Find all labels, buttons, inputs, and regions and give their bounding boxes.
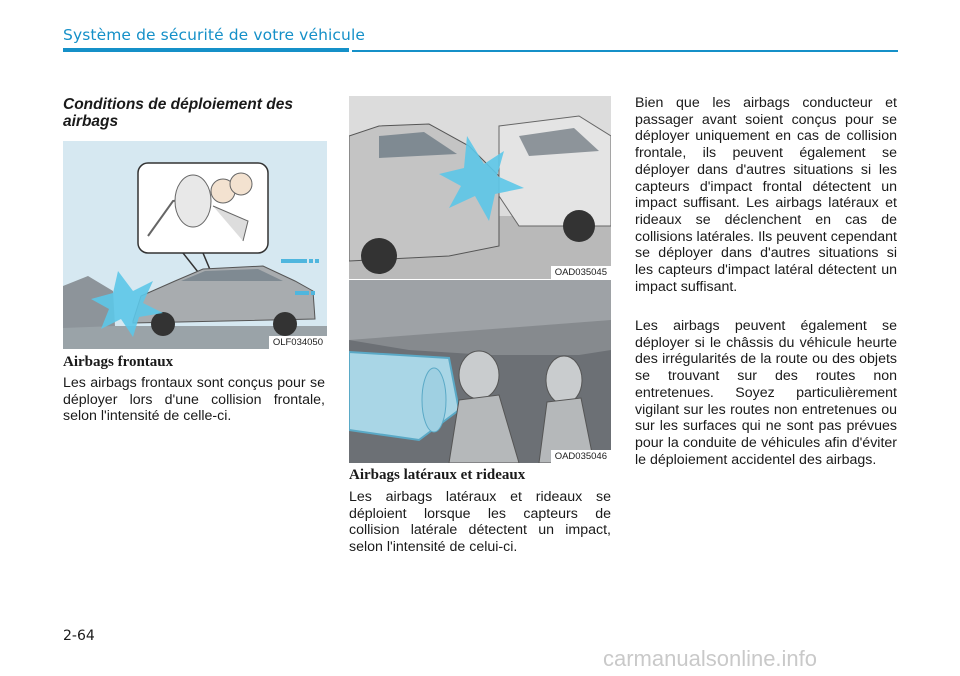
curtain-airbag-figure [349, 280, 611, 463]
side-impact-figure [349, 96, 611, 279]
frontal-airbags-text: Les airbags frontaux sont conçus pour se déployer lors d'une collision frontale, selon l'intensité de celle-ci. [63, 375, 325, 425]
side-curtain-airbags-text: Les airbags latéraux et rideaux se déploient lorsque les capteurs de collision latérale détectent un impact, selon l'intensité de celui-ci. [349, 489, 611, 556]
header-accent-bar [63, 48, 349, 52]
watermark: carmanualsonline.info [603, 646, 818, 671]
figure-code: OAD035046 [551, 450, 611, 463]
page-number: 2-64 [63, 628, 95, 644]
deployment-note-paragraph-2: Les airbags peuvent également se déployer si le châssis du véhicule heurte des irrégularités de la route ou des objets se trouvant sur des routes non entretenues. Soyez particulièrement vigilant sur les routes non entretenues ou sur les surfaces qui ne sont pas prévues pour la conduite de véhicules afin d'éviter le déploiement accidentel des airbags. [635, 318, 897, 468]
section-title: Système de sécurité de votre véhicule [63, 26, 365, 44]
header-rule [352, 50, 898, 52]
side-curtain-airbags-caption: Airbags latéraux et rideaux [349, 467, 526, 483]
figure-code: OLF034050 [269, 336, 327, 349]
figure-code: OAD035045 [551, 266, 611, 279]
frontal-airbags-caption: Airbags frontaux [63, 354, 174, 370]
frontal-airbag-figure [63, 141, 327, 349]
deployment-heading: Conditions de déploiement des airbags [63, 96, 293, 130]
deployment-note-paragraph-1: Bien que les airbags conducteur et passager avant soient conçus pour se déployer uniquement en cas de collision frontale, ils peuvent également se déployer dans d'autres situations si les capteurs d'impact frontal détectent un impact suffisant. Les airbags latéraux et rideaux se déclenchent en cas de collisions latérales. Ils peuvent cependant se déployer dans d'autres situations si les capteurs d'impact latéral détectent un impact suffisant. [635, 95, 897, 295]
